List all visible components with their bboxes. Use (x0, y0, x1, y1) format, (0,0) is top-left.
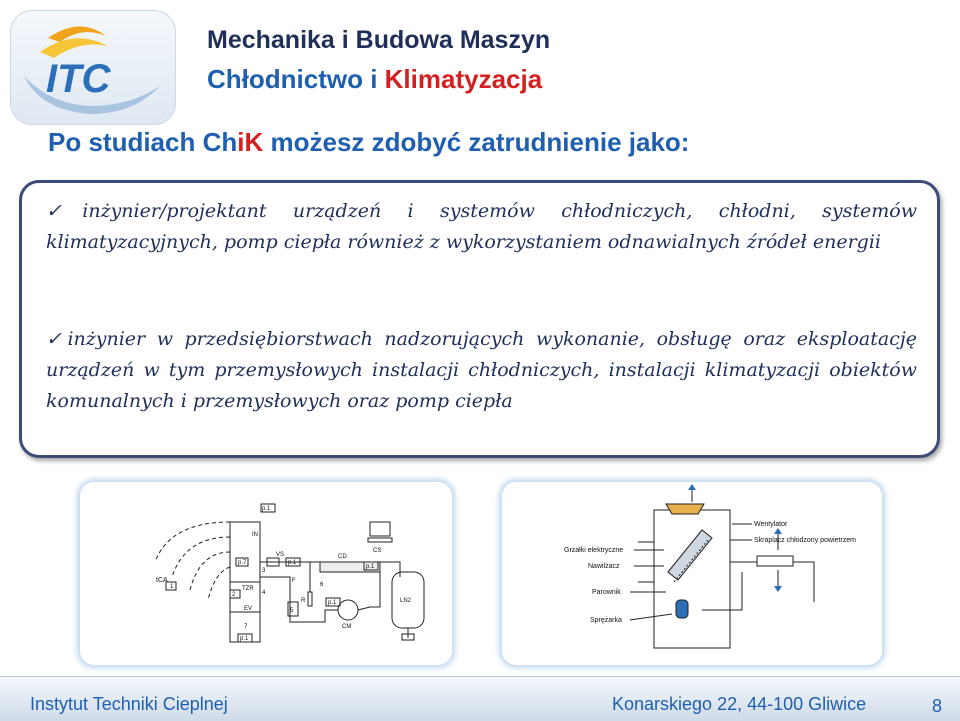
label-p1-a: p.1 (288, 560, 297, 566)
footer-bar (0, 676, 960, 721)
check-icon: ✓ (46, 200, 83, 222)
footer-institute: Instytut Techniki Cieplnej (30, 694, 228, 714)
check-icon: ✓ (46, 328, 68, 350)
label-n1: 1 (170, 584, 174, 590)
label-cs: CS (373, 548, 382, 554)
label-tca: tCA (156, 577, 168, 584)
itc-logo (10, 10, 176, 125)
page-number: 8 (932, 696, 943, 716)
label-p1-d: p.1 (240, 636, 249, 642)
label-nawilzacz: Nawilżacz (588, 563, 620, 570)
label-p7: p.7 (238, 560, 247, 566)
heading-part-3: K (244, 127, 264, 157)
test-stand-schematic (80, 482, 452, 665)
label-p1-b: p.1 (366, 564, 375, 570)
subtitle-part-2: i (362, 64, 385, 94)
heading-part-2: i (237, 127, 245, 157)
subtitle-part-1: Chłodnictwo (207, 64, 363, 94)
label-ln2: LN2 (400, 598, 412, 604)
label-wentylator: Wentylator (754, 521, 788, 528)
list-item (46, 196, 917, 258)
label-grzalki: Grzałki elektryczne (564, 547, 624, 554)
header-subtitle (207, 64, 542, 95)
label-p1-top: p.1 (262, 506, 271, 512)
footer-address: Konarskiego 22, 44-100 Gliwice (612, 694, 867, 714)
label-p1-c: p.1 (328, 600, 337, 606)
label-cd: CD (338, 554, 347, 560)
job-list-box (19, 180, 940, 458)
label-n3: 3 (262, 568, 266, 574)
list-item-text: inżynier/projektant urządzeń i systemów chłodniczych, chłodni, systemów klimatyzacyjnych, pomp ciepła również z wykorzystaniem odnawialnych źródeł energii (46, 200, 917, 253)
logo-graphic (10, 10, 176, 125)
logo-text: ITC (46, 57, 111, 101)
label-f: F (292, 578, 296, 584)
list-item (46, 324, 917, 417)
label-n5: 5 (290, 608, 294, 614)
label-vs: VS (276, 552, 285, 558)
air-conditioning-unit-diagram (502, 482, 882, 665)
heading-part-4: możesz zdobyć zatrudnienie jako: (263, 127, 690, 157)
subtitle-part-3: Klimatyzacja (384, 64, 543, 94)
label-skraplacz: Skraplacz chłodzony powietrzem (754, 537, 856, 544)
label-cm: CM (342, 624, 352, 630)
label-in: IN (252, 532, 258, 538)
label-sprezarka: Sprężarka (590, 617, 622, 624)
label-n6: 6 (320, 582, 324, 588)
label-n4: 4 (262, 590, 266, 596)
label-tzr: TZR (242, 586, 254, 592)
heading-part-1: Po studiach Ch (48, 127, 238, 157)
list-item-text: inżynier w przedsiębiorstwach nadzorujących wykonanie, obsługę oraz eksploatację urządzeń w tym przemysłowych instalacji chłodniczych, instalacji klimatyzacji obiektów komunalnych i przemysłowych oraz pomp ciepła (46, 328, 917, 412)
label-n7: 7 (244, 624, 248, 630)
header-title: Mechanika i Budowa Maszyn (207, 26, 551, 54)
page-heading (48, 127, 689, 158)
label-n2: 2 (232, 592, 236, 598)
refrigeration-test-stand-diagram (80, 482, 452, 665)
label-ev: EV (244, 606, 253, 612)
label-parownik: Parownik (592, 589, 621, 596)
ac-unit-schematic (502, 482, 882, 665)
label-r: R (301, 598, 306, 604)
